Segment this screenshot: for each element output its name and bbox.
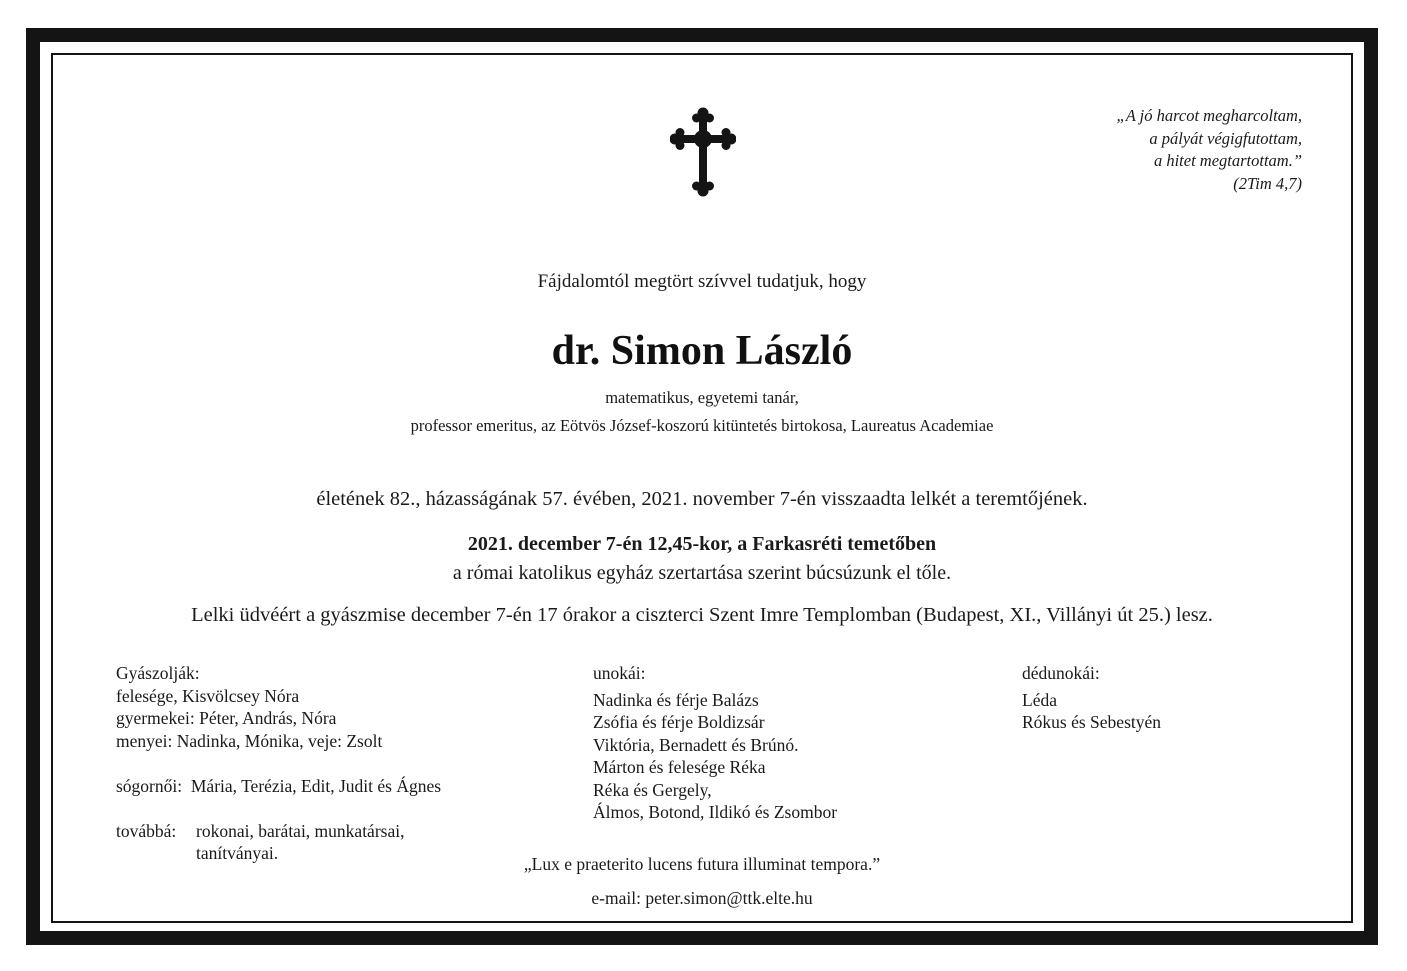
titles-line-1: matematikus, egyetemi tanár, xyxy=(605,388,799,407)
quote-line: „A jó harcot megharcoltam, xyxy=(1116,106,1302,125)
grandchild-entry: Nadinka és férje Balázs xyxy=(593,689,759,710)
grandchild-entry: Álmos, Botond, Ildikó és Zsombor xyxy=(593,802,838,822)
cross-icon xyxy=(670,105,736,202)
funeral-date-place: 2021. december 7-én 12,45-kor, a Farkasréti temetőben xyxy=(467,533,937,555)
mourner-wife: felesége, Kisvölcsey Nóra xyxy=(116,685,300,706)
others-label: továbbá: xyxy=(116,820,177,841)
grandchild-entry: Viktória, Bernadett és Brúnó. xyxy=(593,734,799,755)
others-line-1: rokonai, barátai, munkatársai, xyxy=(196,820,405,841)
great-grandchild-entry: Rókus és Sebestyén xyxy=(1022,712,1162,732)
email-label: e-mail: xyxy=(591,888,641,908)
mourner-children: gyermekei: Péter, András, Nóra xyxy=(116,708,337,728)
great-grandchild-entry: Léda xyxy=(1022,689,1057,710)
bible-quote xyxy=(1117,105,1302,195)
mourners-heading: Gyászolják: xyxy=(116,663,200,683)
latin-motto: „Lux e praeterito lucens futura illuminat tempora.” xyxy=(523,854,881,874)
mourner-siblings-in-law: sógornői: Mária, Terézia, Edit, Judit és Ágnes xyxy=(116,775,442,796)
others-line-2: tanítványai. xyxy=(196,843,279,863)
mourner-others xyxy=(116,820,441,843)
outer-black-frame xyxy=(26,28,1378,945)
obituary-card xyxy=(51,53,1353,923)
great-grandchildren-heading: dédunokái: xyxy=(1022,663,1100,683)
contact-email xyxy=(53,888,1351,909)
intro-text: Fájdalomtól megtört szívvel tudatjuk, hogy xyxy=(537,271,867,292)
grandchild-entry: Márton és felesége Réka xyxy=(593,757,766,777)
grandchild-entry: Zsófia és férje Boldizsár xyxy=(593,712,765,732)
titles-line-2: professor emeritus, az Eötvös József-koszorú kitüntetés birtokosa, Laureatus Academiae xyxy=(410,416,994,435)
death-announcement: életének 82., házasságának 57. évében, 2021. november 7-én visszaadta lelkét a teremtőjének. xyxy=(316,488,1088,510)
mourners-column xyxy=(116,662,441,865)
funeral-rite: a római katolikus egyház szertartása szerint búcsúzunk el tőle. xyxy=(452,562,952,584)
quote-reference: (2Tim 4,7) xyxy=(1233,173,1302,193)
great-grandchildren-column xyxy=(1022,662,1161,734)
mourner-in-laws: menyei: Nadinka, Mónika, veje: Zsolt xyxy=(116,730,383,751)
deceased-name: dr. Simon László xyxy=(551,328,853,374)
grandchild-entry: Réka és Gergely, xyxy=(593,779,712,800)
grandchildren-heading: unokái: xyxy=(593,663,646,683)
quote-line: a hitet megtartottam.” xyxy=(1153,151,1302,170)
quote-line: a pályát végigfutottam, xyxy=(1149,128,1302,148)
frame-inner-area xyxy=(40,42,1364,931)
email-address[interactable]: peter.simon@ttk.elte.hu xyxy=(645,888,813,908)
spacer xyxy=(116,752,441,775)
requiem-mass-info: Lelki üdvéért a gyászmise december 7-én 17 órakor a ciszterci Szent Imre Templomban (Budapest, XI., Villányi út 25.) lesz. xyxy=(191,604,1213,626)
grandchildren-column xyxy=(593,662,837,824)
spacer xyxy=(116,797,441,820)
